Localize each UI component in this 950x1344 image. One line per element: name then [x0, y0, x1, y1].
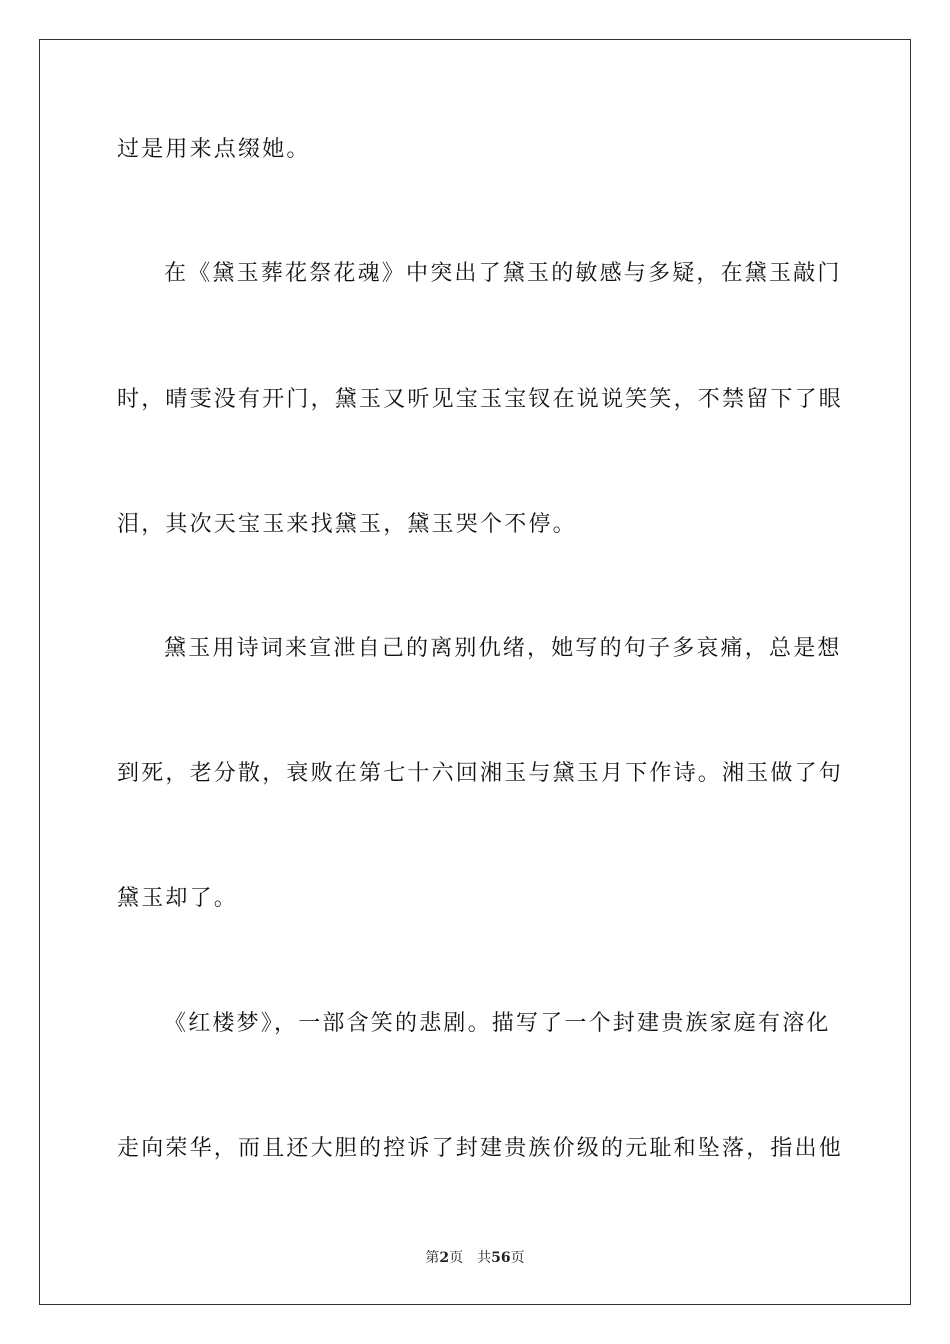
paragraph-start-line: 在《黛玉葬花祭花魂》中突出了黛玉的敏感与多疑，在黛玉敲门 — [164, 261, 842, 286]
text-line: 走向荣华，而且还大胆的控诉了封建贵族价级的元耻和坠落，指出他 — [117, 1136, 844, 1161]
total-pages: 56 — [491, 1250, 511, 1266]
page-number-suffix: 页 — [449, 1250, 464, 1266]
total-pages-suffix: 页 — [510, 1250, 525, 1266]
paragraph-start-line: 《红楼梦》，一部含笑的悲剧。描写了一个封建贵族家庭有溶化 — [164, 1011, 831, 1036]
text-line: 过是用来点缀她。 — [117, 137, 311, 162]
page-footer — [0, 1249, 950, 1267]
text-line: 泪，其次天宝玉来找黛玉，黛玉哭个不停。 — [117, 512, 577, 537]
page-number-prefix: 第 — [425, 1250, 440, 1266]
total-pages-prefix: 共 — [477, 1250, 492, 1266]
text-line: 时，晴雯没有开门，黛玉又听见宝玉宝钗在说说笑笑，不禁留下了眼 — [117, 387, 844, 412]
paragraph-start-line: 黛玉用诗词来宣泄自己的离别仇绪，她写的句子多哀痛，总是想 — [164, 636, 842, 661]
text-line: 黛玉却了。 — [117, 886, 239, 911]
page-number: 2 — [439, 1250, 450, 1266]
text-line: 到死，老分散，衰败在第七十六回湘玉与黛玉月下作诗。湘玉做了句 — [117, 761, 844, 786]
page-border — [39, 39, 911, 1305]
